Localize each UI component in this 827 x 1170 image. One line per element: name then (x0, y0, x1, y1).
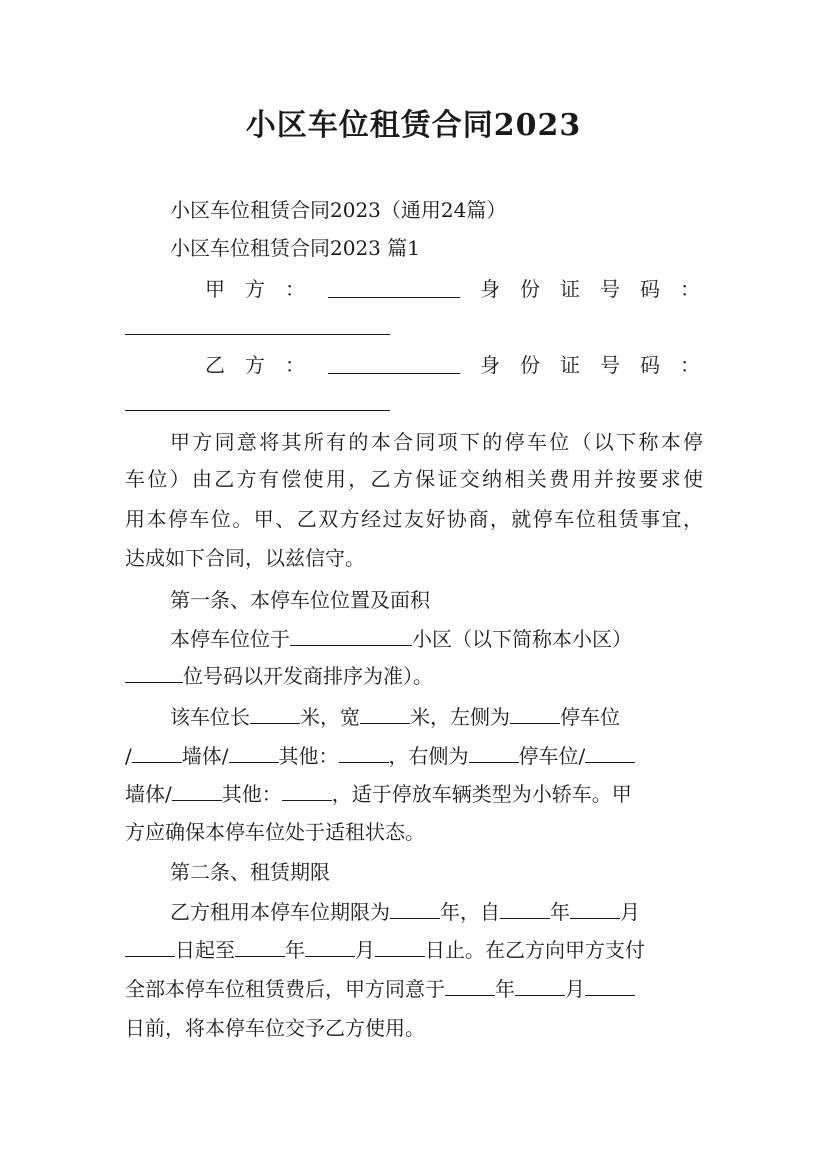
term-text-c: 年 (550, 900, 570, 924)
article-1-dimension-line (125, 705, 703, 729)
article-2-term-line-1 (125, 900, 703, 924)
right-other-blank[interactable] (172, 782, 222, 801)
left-side-blank[interactable] (510, 705, 560, 724)
article-2-term-line-2 (125, 938, 703, 962)
end-day-blank[interactable] (375, 938, 425, 957)
party-b-id-label: 身份证号码： (480, 353, 720, 377)
article-2-term-line-3 (125, 977, 703, 1001)
sides-text-c: 其他： (278, 744, 339, 768)
section-heading: 小区车位租赁合同2023 篇1 (170, 236, 420, 260)
term-text-e: 日起至 (175, 938, 235, 962)
start-day-blank[interactable] (125, 938, 175, 957)
width-blank[interactable] (360, 705, 410, 724)
term-text-a: 乙方租用本停车位期限为 (170, 900, 390, 924)
location-text-c: 位号码以开发商排序为准）。 (183, 664, 433, 688)
party-a-id-label: 身份证号码： (480, 277, 720, 301)
right-other-detail-blank[interactable] (282, 782, 332, 801)
length-blank[interactable] (250, 705, 300, 724)
vehicle-text-c: ，适于停放车辆类型为小轿车。甲 (331, 782, 632, 806)
party-b-name-blank[interactable] (328, 355, 460, 374)
left-wall-blank[interactable] (132, 744, 182, 763)
article-2-term-line-4: 日前，将本停车位交予乙方使用。 (125, 1016, 425, 1040)
article-1-heading: 第一条、本停车位位置及面积 (170, 588, 430, 612)
dimension-text-c: 米，左侧为 (410, 705, 510, 729)
end-year-blank[interactable] (235, 938, 285, 957)
left-other-blank[interactable] (229, 744, 279, 763)
party-a-label: 甲方： (205, 277, 325, 301)
party-b-id-blank[interactable] (125, 410, 390, 411)
vehicle-text-a: 墙体/ (125, 782, 172, 806)
handover-day-blank[interactable] (585, 977, 635, 996)
article-1-location-line (125, 627, 703, 651)
term-text-j: 年 (495, 977, 515, 1001)
handover-year-blank[interactable] (445, 977, 495, 996)
term-text-h: 日止。在乙方向甲方支付 (425, 938, 645, 962)
term-years-blank[interactable] (390, 900, 440, 919)
party-a-id-blank[interactable] (125, 334, 390, 335)
article-1-vehicle-line (125, 782, 703, 806)
term-text-d: 月 (620, 900, 640, 924)
party-b-label: 乙方： (205, 353, 325, 377)
space-number-blank[interactable] (125, 664, 183, 683)
sides-text-b: 墙体/ (181, 744, 229, 768)
dimension-text-b: 米，宽 (300, 705, 360, 729)
sides-text-e: 停车位/ (518, 744, 586, 768)
community-name-blank[interactable] (290, 627, 412, 646)
intro-line-3: 用本停车位。甲、乙双方经过友好协商，就停车位租赁事宜， (125, 507, 703, 531)
term-text-k: 月 (565, 977, 585, 1001)
document-title: 小区车位租赁合同2023 (245, 108, 582, 143)
sides-text-a: / (125, 744, 132, 768)
start-month-blank[interactable] (570, 900, 620, 919)
intro-line-2: 车位）由乙方有偿使用，乙方保证交纳相关费用并按要求使 (125, 467, 703, 491)
subtitle: 小区车位租赁合同2023（通用24篇） (170, 198, 507, 222)
article-1-location-line-2 (125, 664, 703, 688)
party-a-name-blank[interactable] (328, 279, 460, 298)
article-1-sides-line (125, 744, 703, 768)
term-text-g: 月 (355, 938, 375, 962)
dimension-text-d: 停车位 (560, 705, 620, 729)
dimension-text-a: 该车位长 (170, 705, 250, 729)
right-side-blank[interactable] (469, 744, 519, 763)
location-text-a: 本停车位位于 (170, 627, 290, 651)
start-year-blank[interactable] (500, 900, 550, 919)
vehicle-text-b: 其他： (221, 782, 282, 806)
term-text-i: 全部本停车位租赁费后，甲方同意于 (125, 977, 445, 1001)
end-month-blank[interactable] (305, 938, 355, 957)
sides-text-d: ，右侧为 (388, 744, 469, 768)
article-2-heading: 第二条、租赁期限 (170, 860, 330, 884)
term-text-f: 年 (285, 938, 305, 962)
location-text-b: 小区（以下简称本小区） (412, 627, 632, 651)
article-1-condition-line: 方应确保本停车位处于适租状态。 (125, 820, 425, 844)
intro-line-1: 甲方同意将其所有的本合同项下的停车位（以下称本停 (170, 430, 703, 454)
intro-line-4: 达成如下合同，以兹信守。 (125, 546, 365, 570)
term-text-b: 年，自 (440, 900, 500, 924)
handover-month-blank[interactable] (515, 977, 565, 996)
right-wall-blank[interactable] (585, 744, 635, 763)
left-other-detail-blank[interactable] (339, 744, 389, 763)
